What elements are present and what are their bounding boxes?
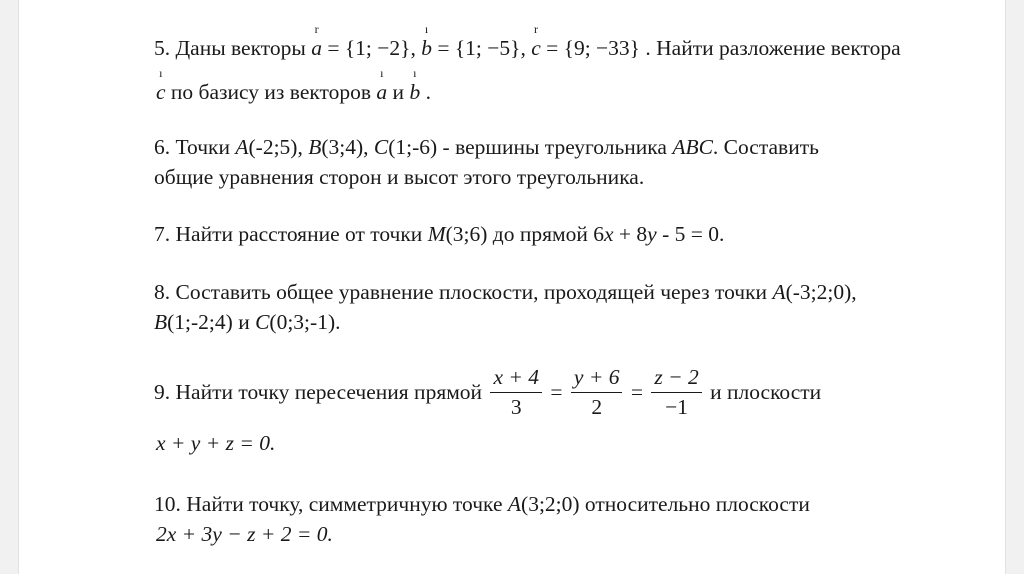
problem-8-line-1: 8. Составить общее уравнение плоскости, проходящей через точки A(-3;2;0), xyxy=(154,280,857,304)
point-B: B xyxy=(154,310,168,334)
problem-5-tail: . Найти разложение вектора xyxy=(645,36,901,60)
problem-6-line-1: 6. Точки A(-2;5), B(3;4), C(1;-6) - вершины треугольника ABC. Составить xyxy=(154,135,819,159)
problem-5-line-2-text: по базису из векторов xyxy=(170,80,377,104)
point-B: B xyxy=(308,135,322,159)
problem-5-dot: . xyxy=(425,80,431,104)
problem-10-line-1: 10. Найти точку, симметричную точке A(3;2;0) относительно плоскости xyxy=(154,492,810,516)
point-C: C xyxy=(373,135,389,159)
problem-5-lead: 5. Даны векторы xyxy=(154,36,312,60)
point-A: A xyxy=(772,280,786,304)
fraction-z: $\frac{z - 2}{-1}$ xyxy=(651,367,701,418)
point-M: M xyxy=(427,222,446,246)
vector-c: r c xyxy=(531,22,541,60)
point-A: A xyxy=(507,492,522,516)
problem-7-line: 7. Найти расстояние от точки M(3;6) до прямой 6x + 8y - 5 = 0. xyxy=(154,222,725,246)
problem-5-and: и xyxy=(392,80,410,104)
vector-b-2: ı b xyxy=(409,66,421,104)
problem-5-line-1 xyxy=(154,22,901,60)
problem-6-lead: 6. Точки xyxy=(154,135,236,159)
vector-c-value: = {9; −33} xyxy=(546,36,640,60)
vector-a-value: = {1; −2}, xyxy=(327,36,422,60)
vector-b-value: = {1; −5}, xyxy=(437,36,532,60)
point-A: A xyxy=(235,135,249,159)
fraction-x: $\frac{x + 4}{3}$ xyxy=(490,367,542,418)
triangle-ABC: ABC xyxy=(672,135,713,159)
problem-8-line-2: B(1;-2;4) и C(0;3;-1). xyxy=(154,310,341,334)
vector-a: r a xyxy=(311,22,322,60)
problem-5-line-2 xyxy=(156,66,431,104)
problem-9-line-1: 9. Найти точку пересечения прямой $\frac{x + 4}{3}$ = $\frac{y + 6}{2}$ = $\frac{z - 2}{-1}$ и плоскости xyxy=(154,365,822,419)
problem-6-line-2: общие уравнения сторон и высот этого треугольника. xyxy=(154,165,645,189)
problem-10-plane-equation: 2x + 3y − z + 2 = 0. xyxy=(156,522,333,546)
vector-c-2: ı c xyxy=(156,66,166,104)
vector-a-2: ı a xyxy=(376,66,388,104)
point-C: C xyxy=(255,310,270,334)
problem-9-plane-equation: x + y + z = 0. xyxy=(156,431,276,455)
fraction-y: $\frac{y + 6}{2}$ xyxy=(571,367,623,418)
vector-b: ı b xyxy=(421,22,432,60)
